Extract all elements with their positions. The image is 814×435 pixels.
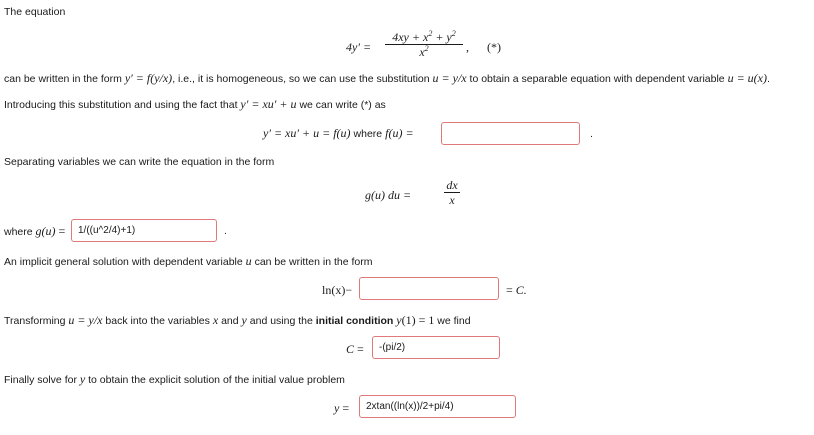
y-label: y = bbox=[334, 401, 350, 415]
homogeneous-paragraph: can be written in the form y′ = f(y/x), i.e., it is homogeneous, so we can use the substitution u = y/x to obtain a separable equation with dependent variable u = u(x). bbox=[4, 71, 770, 85]
separating-text: Separating variables we can write the equation in the form bbox=[4, 156, 275, 168]
where-gu: where g(u) = bbox=[4, 224, 66, 238]
c-input[interactable]: -(pi/2) bbox=[372, 336, 500, 359]
c-label: C = bbox=[346, 342, 364, 356]
ode-lhs: 4y′ = bbox=[346, 40, 372, 54]
transform-paragraph: Transforming u = y/x back into the variables x and y and using the initial condition y(1) = 1 we find bbox=[4, 313, 471, 327]
separated-equation: g(u) du = bbox=[365, 188, 412, 202]
g-u-input[interactable]: 1/((u^2/4)+1) bbox=[71, 219, 217, 242]
implicit-input[interactable] bbox=[359, 277, 499, 300]
ode-fraction: $4xy + x^2 + y^2$ $x^2$ bbox=[384, 30, 464, 59]
equals-c: = C. bbox=[506, 283, 527, 297]
dx-over-x: dx x bbox=[443, 178, 461, 207]
intro-text: The equation bbox=[4, 6, 66, 18]
y-input[interactable]: 2xtan((ln(x))/2+pi/4) bbox=[359, 395, 516, 418]
ln-x-label: ln(x)− bbox=[322, 283, 353, 297]
f-u-input[interactable] bbox=[441, 122, 580, 145]
fu-equation: y′ = xu′ + u = f(u) where f(u) = bbox=[263, 126, 414, 140]
substitution-paragraph: Introducing this substitution and using the fact that y′ = xu′ + u we can write (*) as bbox=[4, 97, 386, 111]
equation-tag: (*) bbox=[487, 40, 501, 54]
implicit-text: An implicit general solution with dependent variable u can be written in the form bbox=[4, 254, 373, 268]
final-text: Finally solve for y to obtain the explicit solution of the initial value problem bbox=[4, 372, 345, 386]
